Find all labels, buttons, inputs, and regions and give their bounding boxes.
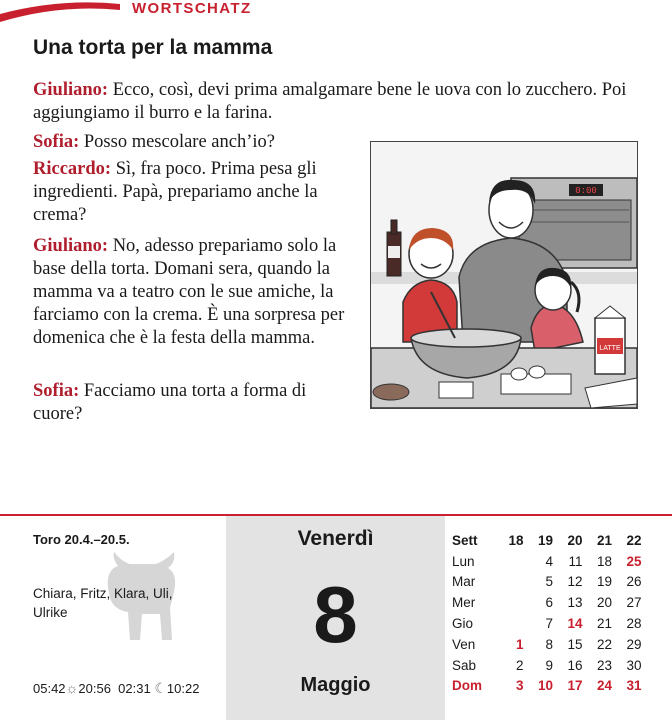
weekday-label: Gio [452,616,474,632]
calendar-cell: 5 [545,574,553,590]
month-name: Maggio [300,674,371,696]
weekday-label: Ven [452,636,476,652]
calendar-cell-holiday: 25 [626,553,642,569]
sun-icon: ☼ [65,680,79,696]
moonrise-time: 02:31 [118,681,151,696]
header-swoosh [0,0,120,22]
dialogue-line [33,235,348,350]
calendar-row [452,572,642,593]
calendar-cell: 24 [596,678,612,694]
calendar-cell [494,572,524,593]
calendar-cell: 9 [545,657,553,673]
dialogue-text: Facciamo una torta a forma di cuore? [33,381,307,424]
calendar-cell: 28 [626,616,642,632]
weekday: Venerdì [297,527,374,550]
week-label: Sett [452,532,478,548]
zodiac-sign: Toro 20.4.–20.5. [33,532,130,547]
calendar-cell: 13 [567,595,583,611]
calendar-cell: 23 [596,657,612,673]
calendar-cell: 29 [626,636,642,652]
sunset-time: 20:56 [78,681,111,696]
calendar-cell: 21 [596,616,612,632]
week-number: 21 [596,532,612,548]
calendar-cell: 26 [626,574,642,590]
calendar-cell: 6 [545,595,553,611]
sunrise-time: 05:42 [33,681,66,696]
weekday-label: Mar [452,574,476,590]
dialogue-line [33,158,363,227]
month-calendar [452,530,642,696]
calendar-row [452,655,642,676]
weekday-label: Sab [452,657,477,673]
dialogue-line [33,79,633,125]
calendar-cell [494,551,524,572]
calendar-cell: 19 [596,574,612,590]
section-label: WORTSCHATZ [132,0,252,17]
calendar-cell-holiday: 1 [515,636,524,652]
speaker-name: Riccardo: [33,159,112,179]
week-number: 20 [567,532,583,548]
moon-icon: ☾ [154,680,167,696]
weekday-label: Lun [452,553,475,569]
calendar-cell: 12 [567,574,583,590]
week-number: 19 [537,532,553,548]
baking-family-illustration [370,141,638,409]
dialogue-text: Sì, fra poco. Prima pesa gli ingredienti. Papà, prepariamo anche la crema? [33,159,318,225]
calendar-header-row [452,530,642,551]
calendar-cell: 20 [596,595,612,611]
oven-display: 0:00 [575,186,597,196]
week-number: 18 [508,532,524,548]
dialogue-text: Posso mescolare anch’io? [79,132,275,152]
calendar-row-sunday [452,676,642,697]
calendar-cell: 16 [567,657,583,673]
sun-moon-times [33,680,199,697]
weekday-label: Dom [452,678,482,694]
calendar-cell: 18 [596,553,612,569]
dialogue-text: No, adesso prepariamo solo la base della torta. Domani sera, quando la mamma va a teatro con le sue amiche, la farciamo con la crema. È una sorpresa per domenica che è la festa della mamma. [33,236,345,348]
calendar-cell: 3 [515,678,524,694]
calendar-row [452,592,642,613]
dialogue-line [33,131,363,154]
calendar-row [452,613,642,634]
name-days: Chiara, Fritz, Klara, Uli, Ulrike [33,586,173,620]
calendar-cell: 17 [567,678,583,694]
calendar-cell: 4 [545,553,553,569]
calendar-cell: 11 [568,553,583,569]
dialogue-text: Ecco, così, devi prima amalgamare bene le uova con lo zucchero. Poi aggiungiamo il burro e la farina. [33,80,627,123]
calendar-cell-holiday: 14 [567,616,583,632]
calendar-cell: 7 [545,616,553,632]
article-title: Una torta per la mamma [33,36,273,59]
speaker-name: Giuliano: [33,236,109,256]
milk-label: LATTE [599,345,621,352]
calendar-cell: 30 [626,657,642,673]
day-number: 8 [313,570,358,659]
calendar-row [452,551,642,572]
week-number: 22 [626,532,642,548]
calendar-cell [494,613,524,634]
dialogue-line [33,380,353,426]
weekday-label: Mer [452,595,476,611]
moonset-time: 10:22 [166,681,200,696]
calendar-cell: 22 [596,636,612,652]
speaker-name: Giuliano: [33,80,109,100]
calendar-cell: 10 [537,678,553,694]
calendar-row [452,634,642,655]
calendar-cell: 27 [626,595,642,611]
calendar-cell: 15 [567,636,583,652]
calendar-cell: 2 [515,657,524,673]
calendar-cell: 8 [545,636,553,652]
speaker-name: Sofia: [33,132,80,152]
calendar-cell: 31 [626,678,642,694]
calendar-cell [494,592,524,613]
speaker-name: Sofia: [33,381,80,401]
